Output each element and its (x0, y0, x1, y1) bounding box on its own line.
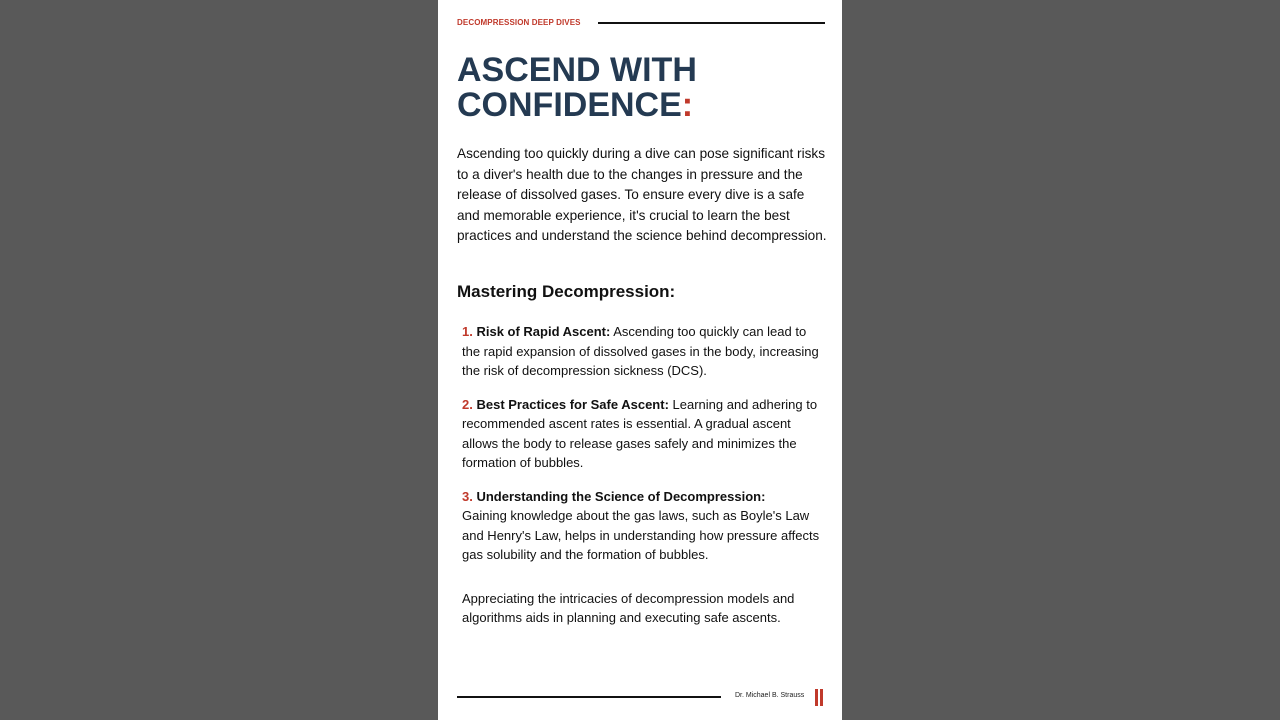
title-colon: : (681, 86, 694, 124)
item-number: 2. (462, 396, 473, 412)
item-number: 3. (462, 488, 473, 504)
series-label: DECOMPRESSION DEEP DIVES (457, 18, 581, 27)
intro-paragraph: Ascending too quickly during a dive can pose significant risks to a diver's health due to the changes in pressure and the release of dissolved gases. To ensure every dive is a safe and memorable experience, it's crucial to learn the best practices and understand the science behind decompression. (457, 146, 827, 244)
page-title (457, 53, 827, 123)
closing-paragraph: Appreciating the intricacies of decompression models and algorithms aids in planning and executing safe ascents. (462, 590, 795, 625)
section-heading: Mastering Decompression: (457, 282, 676, 301)
list-item (462, 322, 822, 381)
item-label: Best Practices for Safe Ascent: (476, 396, 669, 412)
title-line-1: ASCEND WITH (457, 51, 697, 89)
header-divider (598, 22, 825, 24)
item-label: Risk of Rapid Ascent: (476, 324, 611, 339)
item-text: Gaining knowledge about the gas laws, such as Boyle's Law and Henry's Law, helps in understanding how pressure affects gas solubility and the formation of bubbles. (462, 508, 820, 562)
item-number: 1. (462, 324, 473, 339)
brand-bar-icon (820, 689, 823, 706)
author-name: Dr. Michael B. Strauss (735, 692, 805, 699)
item-text: Ascending too quickly can lead to the rapid expansion of dissolved gases in the body, increasing the risk of decompression sickness (DCS). (462, 324, 819, 378)
post-card (438, 0, 842, 720)
title-line-2: CONFIDENCE (457, 86, 682, 124)
points-list (462, 322, 822, 628)
brand-bar-icon (815, 689, 818, 706)
footer-divider (457, 696, 721, 698)
list-item (462, 395, 822, 473)
item-text: Learning and adhering to recommended ascent rates is essential. A gradual ascent allows the body to release gases safely and minimizes the formation of bubbles. (462, 396, 818, 470)
list-item (462, 487, 822, 565)
item-label: Understanding the Science of Decompression: (476, 488, 766, 504)
